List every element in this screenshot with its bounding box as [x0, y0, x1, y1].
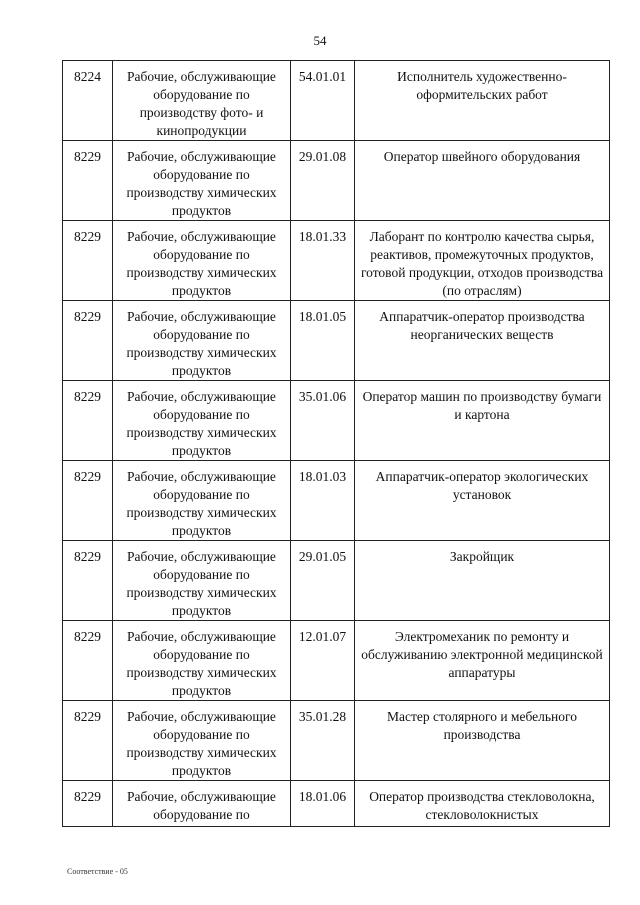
- table-row: [63, 221, 610, 301]
- profession-name-cell: Аппаратчик-оператор экологических установок: [355, 461, 610, 541]
- profession-code-cell: 12.01.07: [291, 621, 355, 701]
- okz-code-cell: 8229: [63, 301, 113, 381]
- profession-code-cell: 18.01.33: [291, 221, 355, 301]
- okz-code-cell: 8229: [63, 461, 113, 541]
- group-name-cell: Рабочие, обслуживающие оборудование по производству химических продуктов: [113, 301, 291, 381]
- profession-code-cell: 18.01.05: [291, 301, 355, 381]
- group-name-cell: Рабочие, обслуживающие оборудование по производству химических продуктов: [113, 221, 291, 301]
- okz-code-cell: 8224: [63, 61, 113, 141]
- profession-code-cell: 35.01.06: [291, 381, 355, 461]
- group-name-cell: Рабочие, обслуживающие оборудование по производству фото- и кинопродукции: [113, 61, 291, 141]
- group-name-cell: Рабочие, обслуживающие оборудование по: [113, 781, 291, 827]
- group-name-cell: Рабочие, обслуживающие оборудование по производству химических продуктов: [113, 381, 291, 461]
- profession-name-cell: Оператор производства стекловолокна, стекловолокнистых: [355, 781, 610, 827]
- profession-code-cell: 29.01.05: [291, 541, 355, 621]
- profession-code-cell: 18.01.03: [291, 461, 355, 541]
- okz-code-cell: 8229: [63, 701, 113, 781]
- group-name-cell: Рабочие, обслуживающие оборудование по производству химических продуктов: [113, 141, 291, 221]
- profession-name-cell: Исполнитель художественно-оформительских работ: [355, 61, 610, 141]
- profession-code-cell: 54.01.01: [291, 61, 355, 141]
- profession-code-cell: 29.01.08: [291, 141, 355, 221]
- professions-table: [62, 60, 610, 827]
- page-number: 54: [313, 33, 327, 48]
- profession-name-cell: Оператор швейного оборудования: [355, 141, 610, 221]
- group-name-cell: Рабочие, обслуживающие оборудование по производству химических продуктов: [113, 701, 291, 781]
- table-row: [63, 301, 610, 381]
- profession-code-cell: 18.01.06: [291, 781, 355, 827]
- okz-code-cell: 8229: [63, 141, 113, 221]
- profession-name-cell: Лаборант по контролю качества сырья, реактивов, промежуточных продуктов, готовой продукции, отходов производства (по отраслям): [355, 221, 610, 301]
- profession-name-cell: Оператор машин по производству бумаги и картона: [355, 381, 610, 461]
- okz-code-cell: 8229: [63, 541, 113, 621]
- table-row: [63, 781, 610, 827]
- group-name-cell: Рабочие, обслуживающие оборудование по производству химических продуктов: [113, 541, 291, 621]
- table-row: [63, 61, 610, 141]
- table-row: [63, 621, 610, 701]
- profession-name-cell: Закройщик: [355, 541, 610, 621]
- table-row: [63, 141, 610, 221]
- table-row: [63, 461, 610, 541]
- profession-name-cell: Электромеханик по ремонту и обслуживанию электронной медицинской аппаратуры: [355, 621, 610, 701]
- profession-code-cell: 35.01.28: [291, 701, 355, 781]
- okz-code-cell: 8229: [63, 781, 113, 827]
- table-row: [63, 701, 610, 781]
- group-name-cell: Рабочие, обслуживающие оборудование по производству химических продуктов: [113, 461, 291, 541]
- group-name-cell: Рабочие, обслуживающие оборудование по производству химических продуктов: [113, 621, 291, 701]
- table-row: [63, 381, 610, 461]
- footer-note: Соответствие - 05: [67, 867, 128, 876]
- profession-name-cell: Аппаратчик-оператор производства неорганических веществ: [355, 301, 610, 381]
- table-row: [63, 541, 610, 621]
- okz-code-cell: 8229: [63, 221, 113, 301]
- okz-code-cell: 8229: [63, 621, 113, 701]
- profession-name-cell: Мастер столярного и мебельного производства: [355, 701, 610, 781]
- okz-code-cell: 8229: [63, 381, 113, 461]
